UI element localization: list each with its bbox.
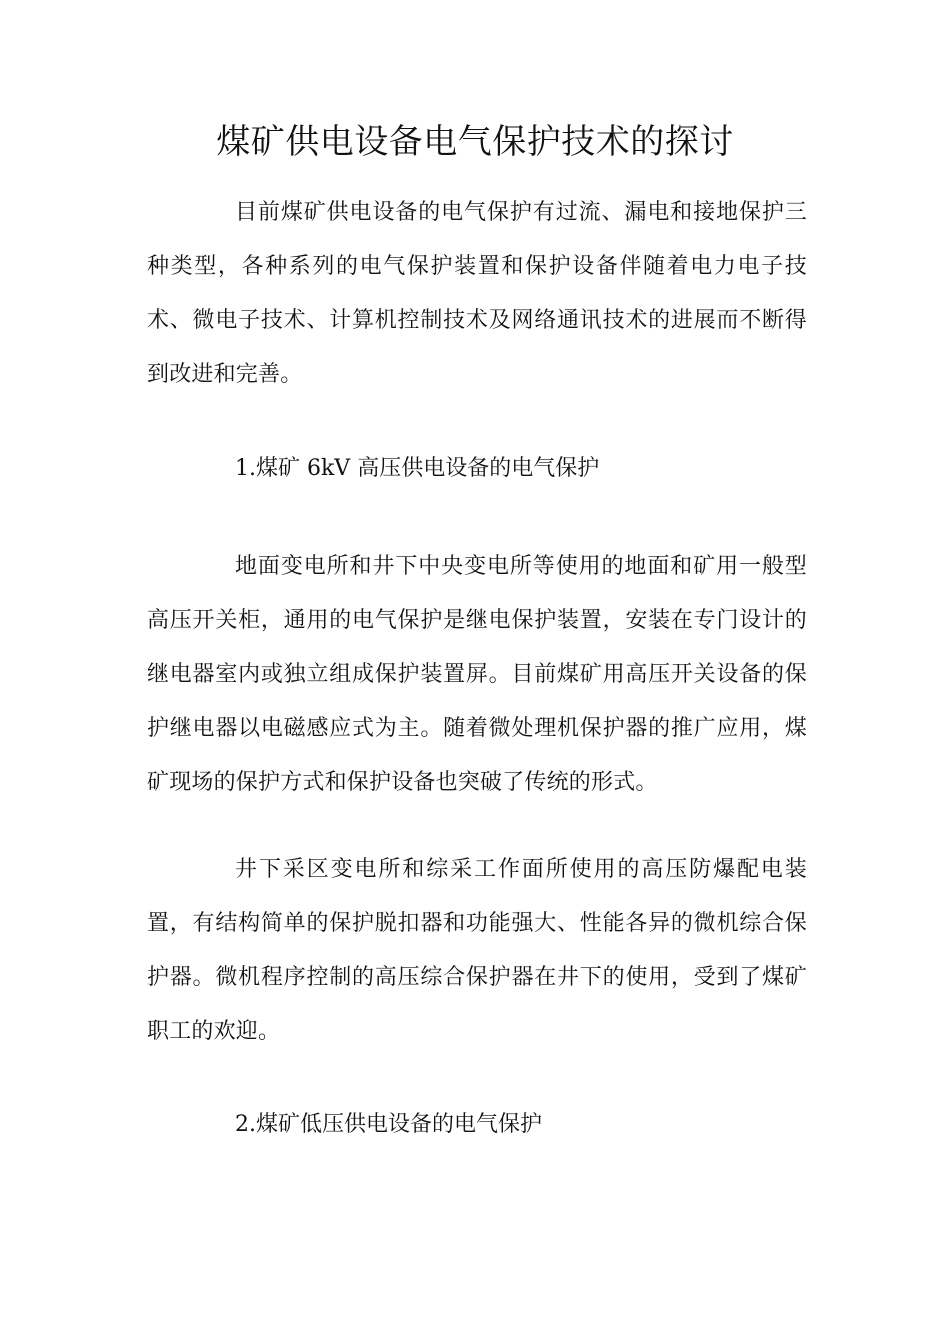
paragraph-intro: 目前煤矿供电设备的电气保护有过流、漏电和接地保护三种类型，各种系列的电气保护装置和保护设备伴随着电力电子技术、微电子技术、计算机控制技术及网络通讯技术的进展而不断得到改进和完善。: [147, 200, 807, 387]
section-heading-2: 2.煤矿低压供电设备的电气保护: [235, 1112, 542, 1137]
paragraph-underground-substation: 井下采区变电所和综采工作面所使用的高压防爆配电装置，有结构简单的保护脱扣器和功能强大、性能各异的微机综合保护器。微机程序控制的高压综合保护器在井下的使用，受到了煤矿职工的欢迎。: [147, 857, 807, 1044]
paragraph-surface-substation: 地面变电所和井下中央变电所等使用的地面和矿用一般型高压开关柜，通用的电气保护是继电保护装置，安装在专门设计的继电器室内或独立组成保护装置屏。目前煤矿用高压开关设备的保护继电器以电磁感应式为主。随着微处理机保护器的推广应用，煤矿现场的保护方式和保护设备也突破了传统的形式。: [147, 554, 807, 795]
section-heading-1: 1.煤矿 6kV 高压供电设备的电气保护: [235, 456, 600, 481]
document-title: 煤矿供电设备电气保护技术的探讨: [216, 122, 734, 162]
